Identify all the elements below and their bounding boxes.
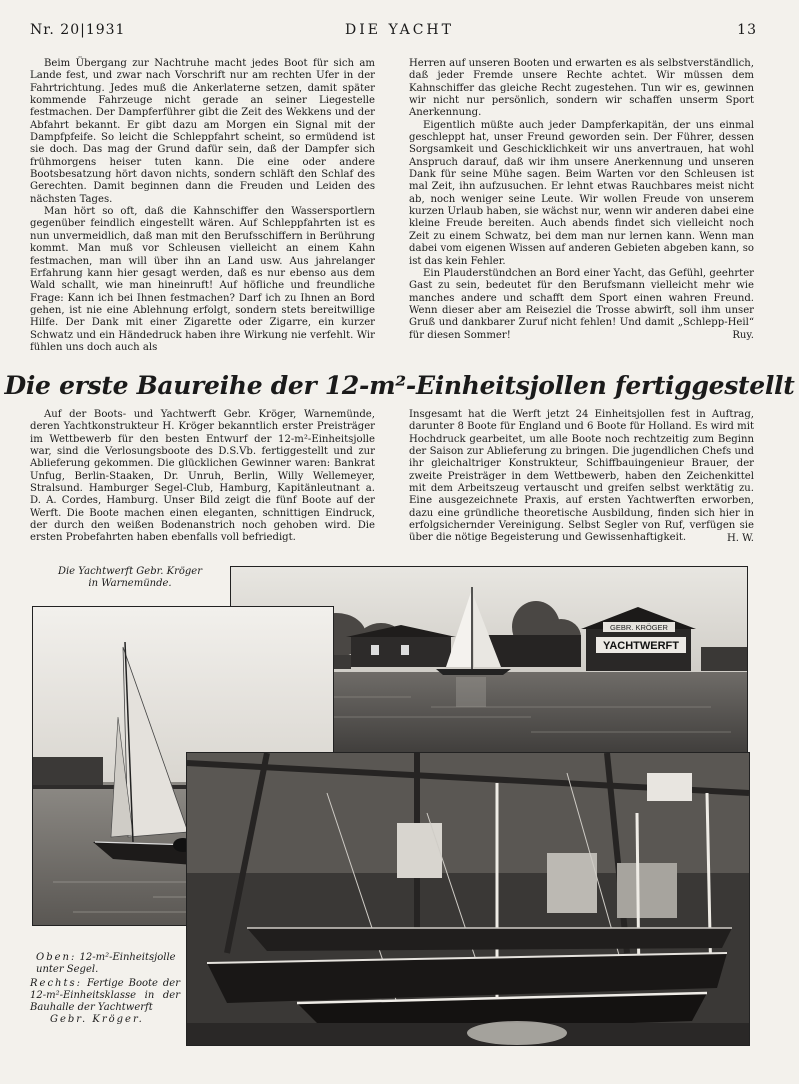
- paragraph: Herren auf unseren Booten und erwarten es als selbstverständlich, daß jeder Fremde unsere Rechte achtet. Wir müssen dem Kahnschiffer das gleiche Recht zugestehen. Tun wir es, gewinnen wir nicht nur persönlich, sondern wir schaffen unserm Sport Anerkennung.: [409, 58, 754, 119]
- article-right-column: [409, 409, 754, 545]
- article-signature: H. W.: [726, 532, 754, 544]
- sign-gebr-kroeger: GEBR. KRÖGER: [610, 623, 668, 632]
- paragraph: Auf der Boots- und Yachtwerft Gebr. Kröger, Warnemünde, deren Yachtkonstrukteur H. Kröger bekanntlich erster Preisträger im Wettbewerb für den besten Entwurf der 12-m²-Einheitsjolle war, sind die Verlosungsboote des D.S.Vb. fertiggestellt und zur Ablieferung gekommen. Die glücklichen Gewinner waren: Bankrat Unfug, Berlin-Staaken, Dr. Unruh, Berlin, Willy Wellemeyer, Stralsund. Hamburger Segel-Club, Hamburg, Kapitänleutnant a. D. A. Cordes, Hamburg. Unser Bild zeigt die fünf Boote auf der Werft. Die Boote machen einen eleganten, schnittigen Eindruck, der durch den weißen Bodenanstrich noch gehoben wird. Die ersten Probefahrten haben ebenfalls voll befriedigt.: [30, 409, 375, 544]
- issue-number: Nr. 20|1931: [30, 22, 126, 38]
- paragraph: Ein Plauderstündchen an Bord einer Yacht, das Gefühl, geehrter Gast zu sein, bedeutet für den Berufsmann vielleicht mehr wie manches andere und schafft dem Sport einen wahren Freund. Wenn dieser aber am Reiseziel die Trosse abwirft, soll ihm unser Gruß und dankbarer Zuruf nicht fehlen! Und damit „Schlepp-Heil“ für diesen Sommer!: [409, 267, 754, 341]
- paragraph: Beim Übergang zur Nachtruhe macht jedes Boot für sich am Lande fest, und zwar nach Vorschrift nur am rechten Ufer in der Fahrtrichtung. Jedes muß die Ankerlaterne setzen, damit später kommende Fahrzeuge nicht gerade an seiner Liegestelle festmachen. Der Dampferführer gibt die Zeit des Wekkens und der Abfahrt bekannt. Er gibt dazu am Morgen ein Signal mit der Dampfpfeife. So leicht die Schleppfahrt scheint, so ermüdend ist sie doch. Das mag der Grund dafür sein, daß der Dampfer sich frühmorgens heiser tuten kann. Die eine oder andere Bootsbesatzung hört davon nichts, sondern schläft den Schlaf des Gerechten. Damit beginnen dann die Freuden und Leiden des nächsten Tages.: [30, 58, 375, 205]
- caption-label-rechts: Rechts:: [30, 978, 83, 989]
- paragraph: Insgesamt hat die Werft jetzt 24 Einheitsjollen fest in Auftrag, darunter 8 Boote für England und 6 Boote für Holland. Es wird mit Hochdruck gearbeitet, um alle Boote noch rechtzeitig zum Beginn der Saison zur Ablieferung zu bringen. Die jugendlichen Chefs und ihr gleichaltriger Konstrukteur, Schiffbauingenieur Brauer, der zweite Preisträger in dem Wettbewerb, haben den Zeichenkittel mit dem Arbeitszeug vertauscht und greifen selbst werktätig zu. Eine ausgezeichnete Praxis, auf ersten Yachtwerften erworben, dazu eine gründliche theoretische Ausbildung, finden sich hier in erfolgsichernder Vereinigung. Selbst Segler von Ruf, verfügen sie über die nötige Begeisterung und Gewissenhaftigkeit.: [409, 409, 754, 544]
- caption-label-oben: Oben:: [36, 952, 77, 963]
- caption-shipyard-name: Gebr. Kröger.: [50, 1014, 144, 1025]
- caption-bottom: Oben: 12-m²-Einheitsjolle unter Segel. Rechts: Fertige Boote der 12-m²-Einheitsklasse in der Bauhalle der Yachtwerft Gebr. Kröger.: [30, 952, 180, 1025]
- sign-yachtwerft: YACHTWERFT: [603, 640, 679, 652]
- top-right-column: [409, 58, 754, 342]
- paragraph: Eigentlich müßte auch jeder Dampferkapitän, der uns einmal geschleppt hat, unser Freund geworden sein. Der Führer, dessen Sorgsamkeit und Geschicklichkeit wir uns anvertrauen, hat wohl Anspruch darauf, daß wir ihm unsere Anerkennung und unseren Dank für seine Mühe sagen. Beim Warten vor den Schleusen ist mal Zeit, ihn aufzusuchen. Er lehnt etwas Rauchbares meist nicht ab, noch weniger seine Leute. Wir wollen Freude von unserem kurzen Urlaub haben, sie wächst nur, wenn wir anderen dabei eine kleine Freude bereiten. Auch abends findet sich vielleicht noch Zeit zu einem Schwatz, bei dem man nur lernen kann. Wenn man dabei vom eigenen Wissen auf anderen Gebieten abgeben kann, so ist das kein Fehler.: [409, 119, 754, 267]
- article-headline: Die erste Baureihe der 12-m²-Einheitsjollen fertiggestellt: [4, 371, 795, 400]
- magazine-title: DIE YACHT: [345, 22, 454, 38]
- article-left-column: [30, 409, 375, 545]
- page-number: 13: [737, 22, 757, 38]
- author-signature: Ruy.: [732, 329, 754, 341]
- caption-shipyard: Die Yachtwerft Gebr. Kröger in Warnemünde.: [57, 566, 203, 589]
- paragraph: Man hört so oft, daß die Kahnschiffer den Wassersportlern gegenüber feindlich eingestellt wären. Auf Schleppfahrten ist es nun unvermeidlich, daß man mit den Berufsschiffern in Berührung kommt. Man muß vor Schleusen vielleicht an einem Kahn festmachen, man will über ihn an Land usw. Aus jahrelanger Erfahrung kann hier gesagt werden, daß es nur ebenso aus dem Wald schallt, wie man hineinruft! Auf höfliche und freundliche Frage: Kann ich bei Ihnen festmachen? Darf ich zu Ihnen an Bord gehen, ist nie eine Ablehnung erfolgt, sondern stets bereitwillige Hilfe. Der Dank mit einer Zigarette oder Zigarre, ein kurzer Schwatz und ein Händedruck haben ihre Wirkung nie verfehlt. Wir fühlen uns doch auch als: [30, 206, 375, 353]
- top-left-column: [30, 58, 375, 354]
- photo-boat-hall: [186, 752, 750, 1046]
